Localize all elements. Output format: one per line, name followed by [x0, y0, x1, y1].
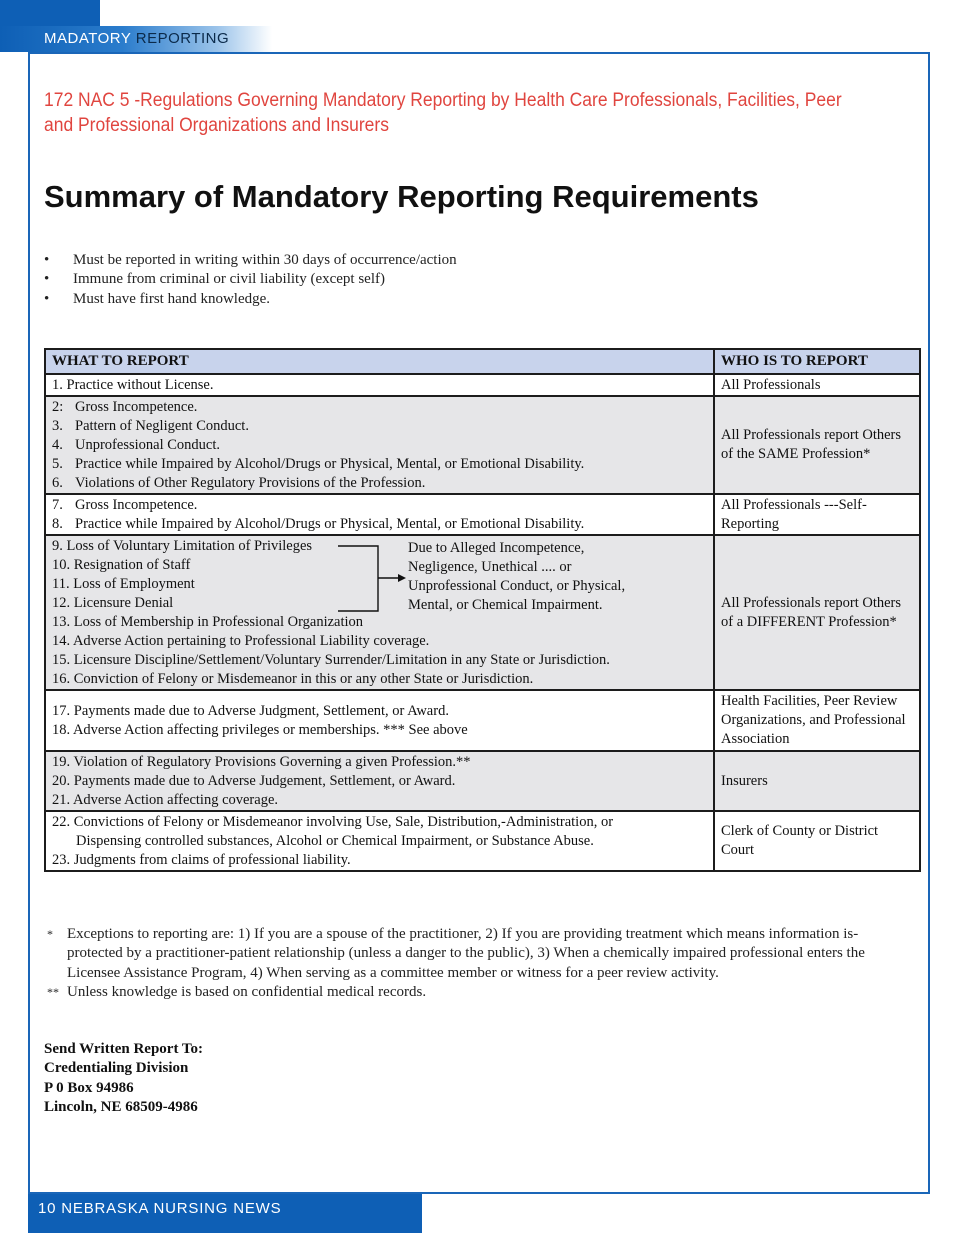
table-row	[45, 535, 920, 690]
who-cell: All Professionals ---Self-Reporting	[714, 494, 920, 535]
what-cell	[45, 811, 714, 871]
report-item: 7. Gross Incompetence.	[52, 496, 198, 513]
table-row	[45, 690, 920, 751]
what-cell	[45, 535, 714, 690]
report-item: 11. Loss of Employment	[52, 575, 195, 592]
reporting-table	[44, 348, 921, 872]
report-item: 23. Judgments from claims of professional liability.	[52, 851, 351, 868]
bracket-arrow-icon	[338, 545, 408, 613]
report-item: 12. Licensure Denial	[52, 594, 174, 611]
who-cell: Insurers	[714, 751, 920, 811]
report-item: 3. Pattern of Negligent Conduct.	[52, 417, 249, 434]
header-who-is-to-report: WHO IS TO REPORT	[714, 349, 920, 374]
table-row	[45, 751, 920, 811]
address-line: P 0 Box 94986	[44, 1079, 134, 1096]
what-cell	[45, 494, 714, 535]
header-what-to-report: WHAT TO REPORT	[45, 349, 714, 374]
section-header-word2: REPORTING	[135, 30, 230, 47]
report-item: 18. Adverse Action affecting privileges or memberships. *** See above	[52, 721, 468, 738]
report-item: 10. Resignation of Staff	[52, 556, 191, 573]
who-cell: All Professionals report Others of a DIFFERENT Profession*	[714, 535, 920, 690]
section-header-word1: MADATORY	[44, 30, 132, 47]
requirement-item: • Must be reported in writing within 30 days of occurrence/action	[44, 251, 457, 270]
address-line: Lincoln, NE 68509-4986	[44, 1098, 198, 1115]
requirements-list	[44, 251, 457, 309]
report-item: 2: Gross Incompetence.	[52, 398, 198, 415]
report-item: 6. Violations of Other Regulatory Provisions of the Profession.	[52, 474, 426, 491]
table-row	[45, 811, 920, 871]
due-to-note: Due to Alleged Incompetence, Negligence, Unethical .... or Unprofessional Conduct, or Physical, Mental, or Chemical Impairment.	[408, 540, 626, 613]
report-item: 13. Loss of Membership in Professional Organization	[52, 613, 364, 630]
table-row	[45, 374, 920, 396]
footnote: ** Unless knowledge is based on confidential medical records.	[47, 983, 427, 1000]
report-item: 8. Practice while Impaired by Alcohol/Drugs or Physical, Mental, or Emotional Disability.	[52, 515, 585, 532]
report-item: Dispensing controlled substances, Alcohol or Chemical Impairment, or Substance Abuse.	[76, 832, 594, 849]
what-cell	[45, 690, 714, 751]
report-item: 22. Convictions of Felony or Misdemeanor involving Use, Sale, Distribution,-Administration, or	[52, 813, 614, 830]
address-line: Credentialing Division	[44, 1060, 189, 1077]
requirement-item: • Immune from criminal or civil liability (except self)	[44, 270, 457, 289]
table-row	[45, 396, 920, 494]
footnotes	[47, 925, 907, 1002]
address-line: Send Written Report To:	[44, 1041, 204, 1057]
report-item: 19. Violation of Regulatory Provisions Governing a given Profession.**	[52, 753, 471, 770]
table-row	[45, 494, 920, 535]
report-item: 20. Payments made due to Adverse Judgement, Settlement, or Award.	[52, 772, 456, 789]
what-cell	[45, 396, 714, 494]
footnote: * Exceptions to reporting are: 1) If you are a spouse of the practitioner, 2) If you are providing treatment which means information is-protected by a practitioner-patient relationship (unless a danger to the public), 3) When a chemically impaired professional enters the Licensee Assistance Program, 4) When serving as a committee member or witness for a peer review activity.	[47, 926, 865, 981]
regulation-subtitle: 172 NAC 5 -Regulations Governing Mandatory Reporting by Health Care Professionals, Facilities, Peer and Professional Organizations and Insurers	[44, 90, 842, 136]
send-report-address	[44, 1040, 203, 1117]
report-item: 5. Practice while Impaired by Alcohol/Drugs or Physical, Mental, or Emotional Disability.	[52, 455, 585, 472]
page-title: Summary of Mandatory Reporting Requirements	[44, 179, 759, 214]
report-item: 21. Adverse Action affecting coverage.	[52, 791, 279, 808]
report-item: 4. Unprofessional Conduct.	[52, 436, 220, 453]
report-item: 1. Practice without License.	[52, 376, 214, 393]
section-header	[44, 30, 229, 48]
what-cell	[45, 374, 714, 396]
report-item: 17. Payments made due to Adverse Judgment, Settlement, or Award.	[52, 702, 449, 719]
footer-page-label: 10 NEBRASKA NURSING NEWS	[38, 1200, 282, 1217]
who-cell: All Professionals report Others of the SAME Profession*	[714, 396, 920, 494]
who-cell: Clerk of County or District Court	[714, 811, 920, 871]
report-item: 14. Adverse Action pertaining to Professional Liability coverage.	[52, 632, 430, 649]
requirement-item: • Must have first hand knowledge.	[44, 290, 457, 309]
report-item: 9. Loss of Voluntary Limitation of Privileges	[52, 537, 313, 554]
what-cell	[45, 751, 714, 811]
report-item: 16. Conviction of Felony or Misdemeanor in this or any other State or Jurisdiction.	[52, 670, 534, 687]
who-cell: All Professionals	[714, 374, 920, 396]
report-item: 15. Licensure Discipline/Settlement/Voluntary Surrender/Limitation in any State or Jurisdiction.	[52, 651, 610, 668]
who-cell: Health Facilities, Peer Review Organizations, and Professional Association	[714, 690, 920, 751]
